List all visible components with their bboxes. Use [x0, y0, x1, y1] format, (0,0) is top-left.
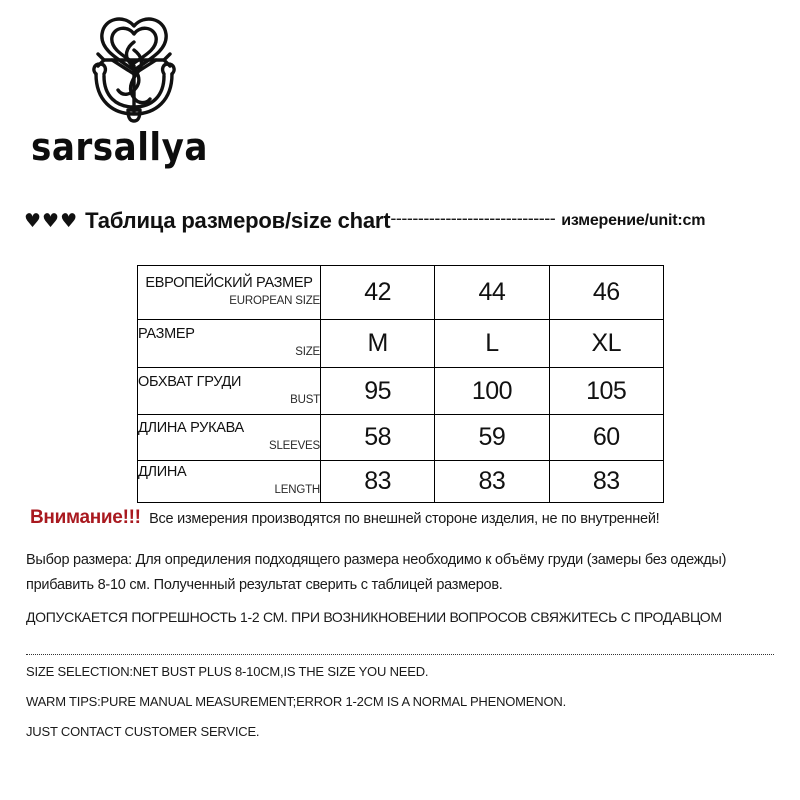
attention-notice: [30, 507, 659, 529]
row-label-ru: ОБХВАТ ГРУДИ: [138, 373, 242, 390]
row-header-european-size: [138, 266, 321, 320]
row-header-size: [138, 320, 321, 368]
heart-icon-group: ♥♥♥: [24, 209, 79, 232]
attention-body: Все измерения производятся по внешней стороне изделия, не по внутренней!: [149, 511, 660, 527]
brand-wordmark: sarsallya: [31, 125, 208, 169]
row-label-en: BUST: [290, 393, 320, 406]
row-label-ru: ДЛИНА: [138, 464, 187, 481]
cell-value: 58: [321, 415, 435, 461]
size-chart-table: [137, 265, 664, 503]
row-label-en: SIZE: [295, 346, 320, 359]
cell-value: 100: [435, 368, 549, 415]
table-row: [138, 368, 664, 415]
cell-value: 60: [549, 415, 663, 461]
row-label-ru: ДЛИНА РУКАВА: [138, 420, 244, 437]
cell-value: 83: [321, 461, 435, 503]
table-row: [138, 461, 664, 503]
en-note-line: SIZE SELECTION:NET BUST PLUS 8-10CM,IS THE SIZE YOU NEED.: [26, 664, 429, 679]
sarsallya-monogram-emblem-icon: [78, 14, 190, 124]
row-label-ru: РАЗМЕР: [138, 326, 195, 343]
row-label-en: LENGTH: [274, 484, 320, 497]
cell-value: L: [435, 320, 549, 368]
row-header-length: [138, 461, 321, 503]
size-selection-paragraph-ru: Выбор размера: Для опредиления подходящего размера необходимо к объёму груди (замеры без одежды) прибавить 8-10 см. Полученный результат сверить с таблицей размеров.: [26, 552, 727, 593]
title-dash-rule: ------------------------------: [390, 207, 556, 228]
table-row: [138, 266, 664, 320]
cell-value: 83: [549, 461, 663, 503]
english-notes-block: [26, 663, 766, 753]
row-header-sleeves: [138, 415, 321, 461]
cell-value: 44: [435, 266, 549, 320]
tolerance-notice-ru: ДОПУСКАЕТСЯ ПОГРЕШНОСТЬ 1-2 СМ. ПРИ ВОЗНИКНОВЕНИИ ВОПРОСОВ СВЯЖИТЕСЬ С ПРОДАВЦОМ: [26, 609, 722, 625]
measurement-unit-label: измерение/unit:cm: [561, 212, 706, 229]
cell-value: 46: [549, 266, 663, 320]
table-row: [138, 415, 664, 461]
row-label-en: EUROPEAN SIZE: [229, 295, 320, 308]
cell-value: 59: [435, 415, 549, 461]
row-label-ru: ЕВРОПЕЙСКИЙ РАЗМЕР: [145, 275, 313, 292]
cell-value: 83: [435, 461, 549, 503]
row-label-en: SLEEVES: [268, 440, 320, 453]
cell-value: 95: [321, 368, 435, 415]
section-divider: [26, 654, 774, 655]
cell-value: 105: [549, 368, 663, 415]
cell-value: M: [321, 320, 435, 368]
en-note-line: JUST CONTACT CUSTOMER SERVICE.: [26, 724, 260, 739]
page-title: Таблица размеров/size chart: [85, 208, 391, 233]
attention-heading: Внимание!!!: [30, 507, 141, 528]
row-header-bust: [138, 368, 321, 415]
cell-value: XL: [549, 320, 663, 368]
size-chart-title-bar: [24, 205, 780, 237]
brand-logo-block: [0, 0, 800, 185]
cell-value: 42: [321, 266, 435, 320]
table-row: [138, 320, 664, 368]
en-note-line: WARM TIPS:PURE MANUAL MEASUREMENT;ERROR 1-2CM IS A NORMAL PHENOMENON.: [26, 694, 566, 709]
